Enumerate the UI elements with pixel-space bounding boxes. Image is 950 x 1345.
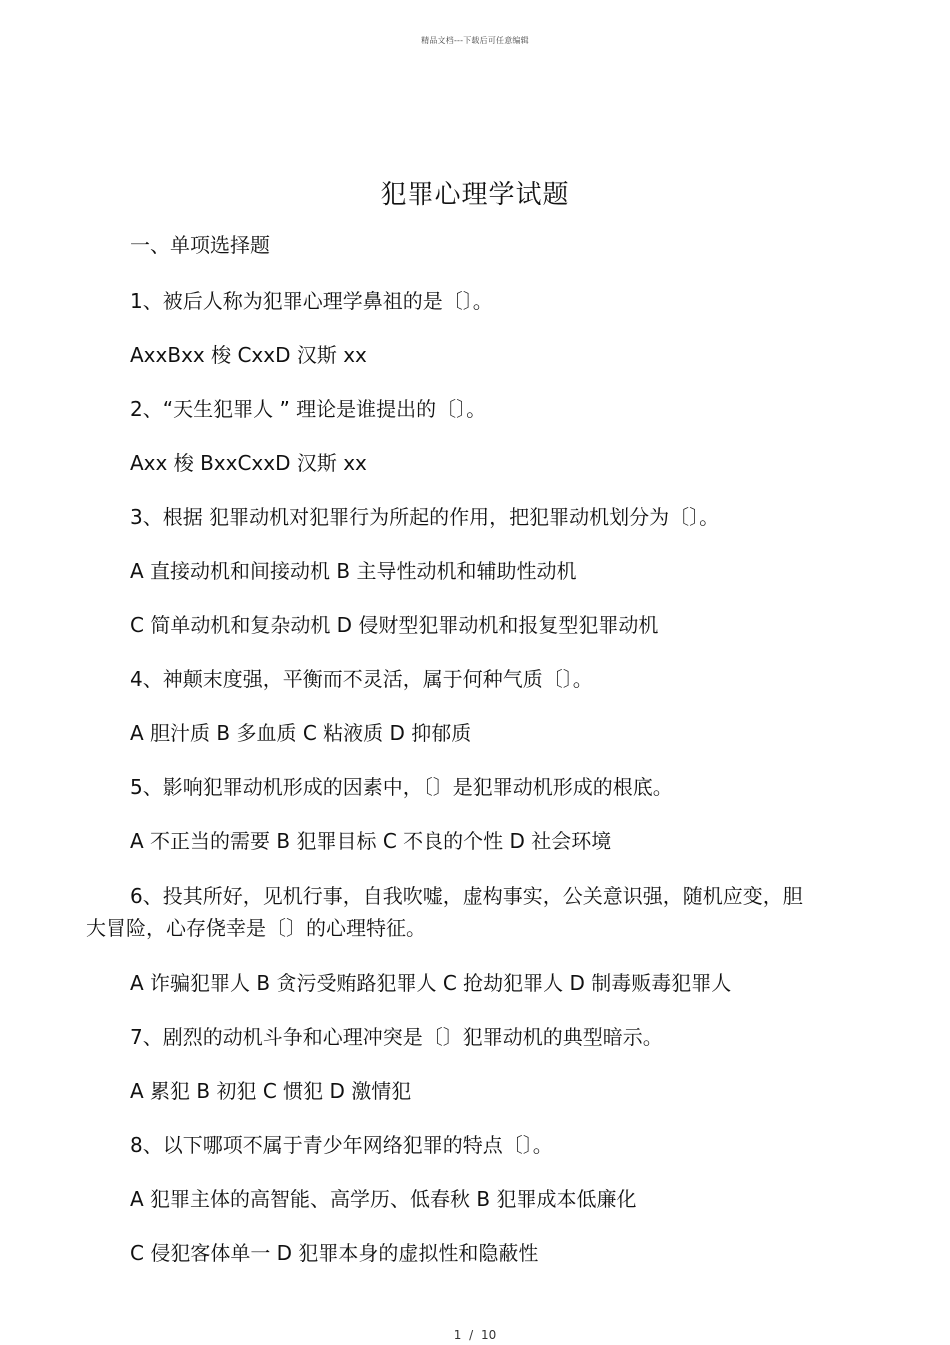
question-1: 1、被后人称为犯罪心理学鼻祖的是〔〕。: [130, 289, 493, 313]
question-5: 5、影响犯罪动机形成的因素中，〔〕是犯罪动机形成的根底。: [130, 775, 673, 799]
question-8-options-a-b: A 犯罪主体的高智能、高学历、低春秋 B 犯罪成本低廉化: [130, 1187, 637, 1211]
question-8: 8、以下哪项不属于青少年网络犯罪的特点〔〕。: [130, 1133, 553, 1157]
question-6: 6、投其所好，见机行事，自我吹嘘，虚构事实，公关意识强，随机应变，胆大冒险，心存侥幸是〔〕的心理特征。: [86, 884, 803, 940]
question-4: 4、神颠末度强，平衡而不灵活，属于何种气质〔〕。: [130, 667, 593, 691]
question-1-options: AxxBxx 梭 CxxD 汉斯 xx: [130, 343, 367, 367]
question-2: 2、“天生犯罪人 ” 理论是谁提出的〔〕。: [130, 397, 487, 421]
question-6-options: A 诈骗犯罪人 B 贪污受贿路犯罪人 C 抢劫犯罪人 D 制毒贩毒犯罪人: [130, 971, 732, 995]
question-4-options: A 胆汁质 B 多血质 C 粘液质 D 抑郁质: [130, 721, 472, 745]
document-title: 犯罪心理学试题: [380, 180, 570, 210]
question-2-options: Axx 梭 BxxCxxD 汉斯 xx: [130, 451, 367, 475]
question-5-options: A 不正当的需要 B 犯罪目标 C 不良的个性 D 社会环境: [130, 829, 612, 853]
section-heading: 一、单项选择题: [130, 233, 270, 257]
question-3-options-a-b: A 直接动机和间接动机 B 主导性动机和辅助性动机: [130, 559, 577, 583]
question-8-options-c-d: C 侵犯客体单一 D 犯罪本身的虚拟性和隐蔽性: [130, 1241, 539, 1265]
header-note: 精品文档---下载后可任意编辑: [421, 36, 529, 45]
page-indicator: 1 / 10: [453, 1328, 497, 1342]
question-3-options-c-d: C 简单动机和复杂动机 D 侵财型犯罪动机和报复型犯罪动机: [130, 613, 659, 637]
question-7: 7、剧烈的动机斗争和心理冲突是〔〕犯罪动机的典型暗示。: [130, 1025, 663, 1049]
question-7-options: A 累犯 B 初犯 C 惯犯 D 激情犯: [130, 1079, 412, 1103]
question-3: 3、根据 犯罪动机对犯罪行为所起的作用，把犯罪动机划分为〔〕。: [130, 505, 720, 529]
